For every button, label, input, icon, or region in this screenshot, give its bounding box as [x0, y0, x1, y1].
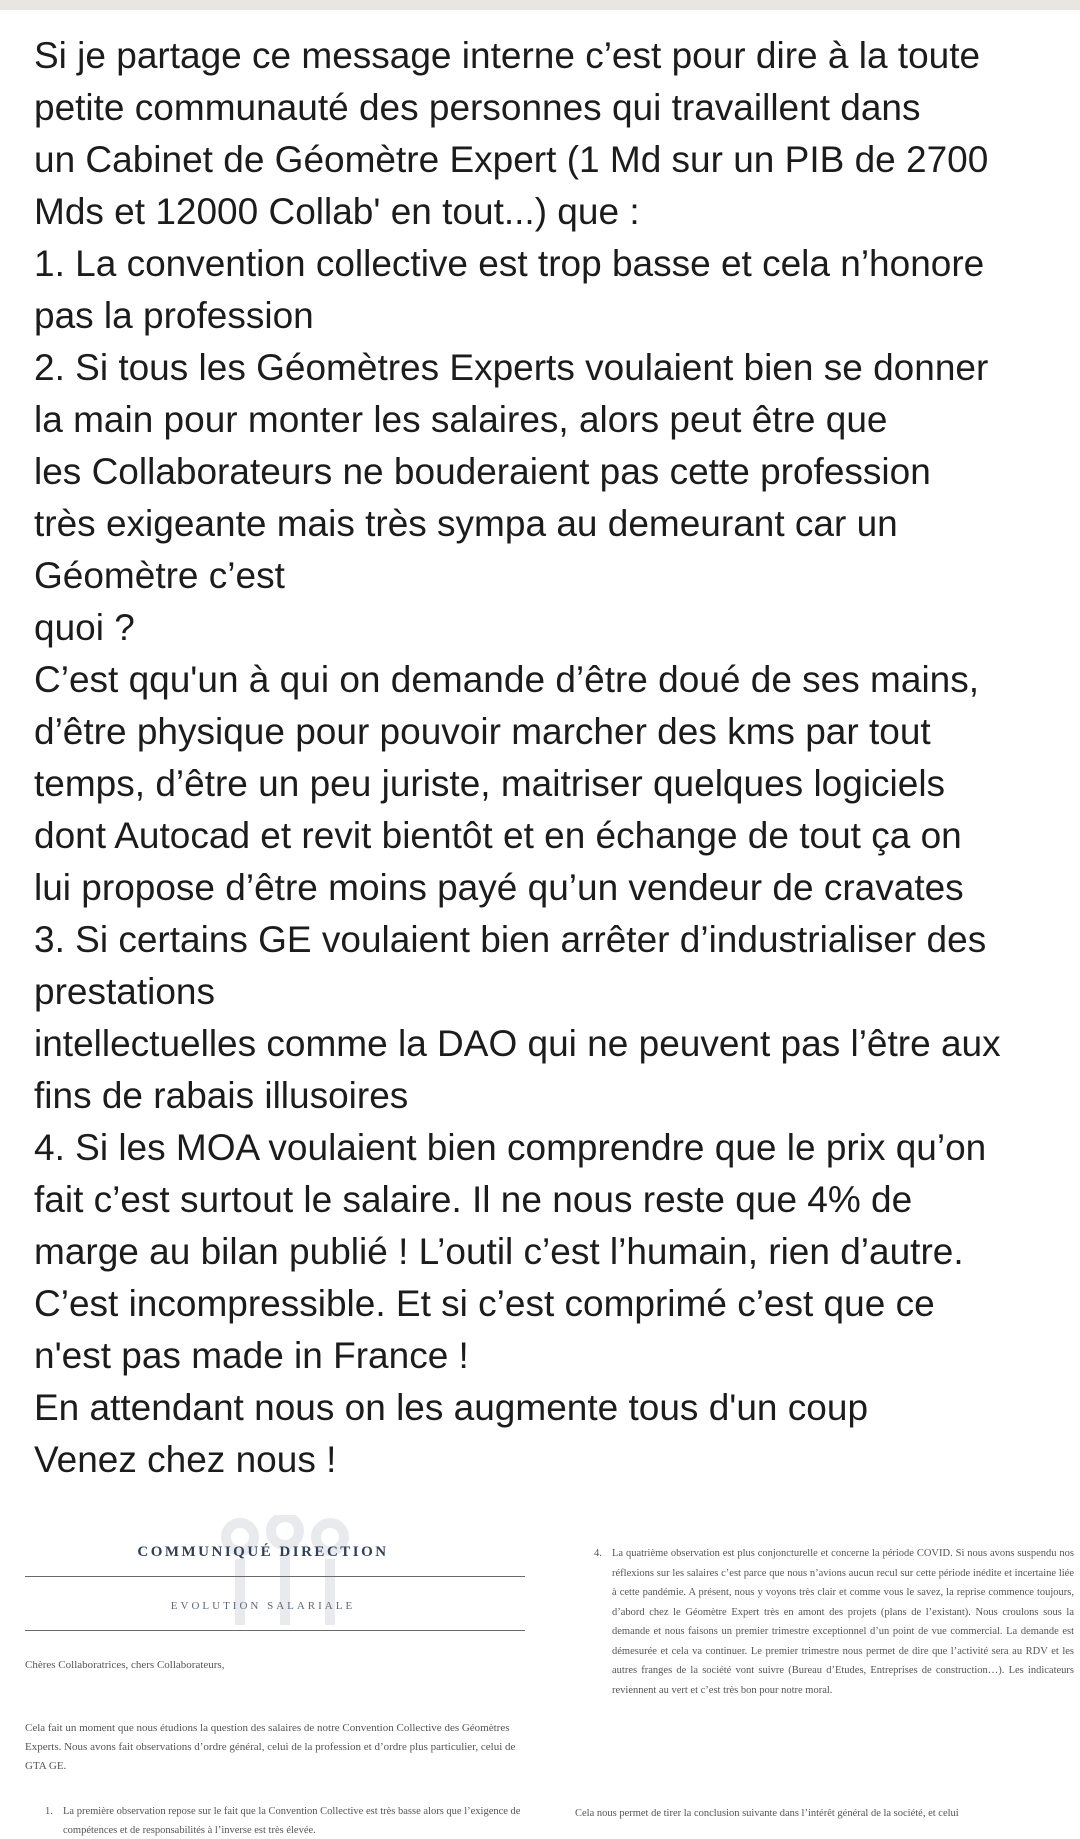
post-line: très exigeante mais très sympa au demeurant car un [34, 503, 898, 544]
post-line: C’est incompressible. Et si c’est comprimé c’est que ce [34, 1283, 935, 1324]
document-intro-paragraph: Cela fait un moment que nous étudions la question des salaires de notre Convention Collective des Géomètres Experts. Nous avons fait observations d’ordre général, celui de la profession et d’ordre plus particulier, celui de GTA GE. [25, 1722, 516, 1772]
post-line: Géomètre c’est [34, 555, 285, 596]
post-line: Mds et 12000 Collab' en tout...) que : [34, 191, 640, 232]
post-line: un Cabinet de Géomètre Expert (1 Md sur un PIB de 2700 [34, 139, 989, 180]
post-line: quoi ? [34, 607, 135, 648]
post-line: 2. Si tous les Géomètres Experts voulaient bien se donner [34, 347, 989, 388]
post-line: En attendant nous on les augmente tous d'un coup [34, 1387, 869, 1428]
post-line: lui propose d’être moins payé qu’un vendeur de cravates [34, 867, 964, 908]
attached-document-image[interactable] [0, 1510, 1080, 1839]
observation-text: La quatrième observation est plus conjoncturelle et concerne la période COVID. Si nous avons suspendu nos réflexions sur les salaires c’est parce que nous n’avions aucun recul sur cette période inédite et incertaine liée à cette pandémie. A présent, nous y voyons très clair et comme vous le savez, la reprise commence toujours, d’abord chez le Géomètre Expert très en amont des projets (plans de l’existant). Nous croulons sous la demande et nous faisons un premier trimestre exceptionnel d’un point de vue commercial. La demande est démesurée et cela va continuer. Le premier trimestre nous permet de dire que l’activité sera au RDV et les autres franges de la société vont suivre (Bureau d’Etudes, Entreprises de construction…). Les indicateurs reviennent au vert et c’est très bon pour notre moral. [612, 1548, 1074, 1696]
post-text [34, 30, 1064, 1486]
post-line: intellectuelles comme la DAO qui ne peuvent pas l’être aux [34, 1023, 1001, 1064]
post-line: C’est qqu'un à qui on demande d’être doué de ses mains, [34, 659, 980, 700]
post-line: marge au bilan publié ! L’outil c’est l’humain, rien d’autre. [34, 1231, 964, 1272]
document-title: COMMUNIQUÉ DIRECTION [137, 1544, 389, 1560]
observation-text: La première observation repose sur le fait que la Convention Collective est très basse alors que l’exigence de compétences et de responsabilités à l’inverse est très élevée. [63, 1806, 521, 1836]
observation-number: 1. [45, 1806, 53, 1817]
post-line: les Collaborateurs ne bouderaient pas cette profession [34, 451, 931, 492]
post-line: 4. Si les MOA voulaient bien comprendre que le prix qu’on [34, 1127, 987, 1168]
post-line: dont Autocad et revit bientôt et en échange de tout ça on [34, 815, 962, 856]
post-line: fait c’est surtout le salaire. Il ne nous reste que 4% de [34, 1179, 913, 1220]
document-subtitle: EVOLUTION SALARIALE [170, 1600, 356, 1612]
title-divider [25, 1576, 525, 1577]
observation-number: 4. [594, 1548, 602, 1559]
post-line: temps, d’être un peu juriste, maitriser quelques logiciels [34, 763, 946, 804]
post-line: fins de rabais illusoires [34, 1075, 409, 1116]
post-line: n'est pas made in France ! [34, 1335, 469, 1376]
post-line: 3. Si certains GE voulaient bien arrêter d’industrialiser des [34, 919, 987, 960]
post-line: prestations [34, 971, 215, 1012]
post-line: d’être physique pour pouvoir marcher des kms par tout [34, 711, 931, 752]
document-greeting: Chères Collaboratrices, chers Collaborateurs, [25, 1659, 225, 1671]
post-line: la main pour monter les salaires, alors peut être que [34, 399, 888, 440]
document-conclusion: Cela nous permet de tirer la conclusion suivante dans l’intérêt général de la société, et celui [575, 1808, 959, 1819]
top-bar [0, 0, 1080, 10]
post-line: 1. La convention collective est trop basse et cela n’honore [34, 243, 985, 284]
post-line: petite communauté des personnes qui travaillent dans [34, 87, 921, 128]
post-line: pas la profession [34, 295, 314, 336]
post-line: Si je partage ce message interne c’est pour dire à la toute [34, 35, 981, 76]
post-line: Venez chez nous ! [34, 1439, 337, 1480]
subtitle-divider [25, 1630, 525, 1631]
